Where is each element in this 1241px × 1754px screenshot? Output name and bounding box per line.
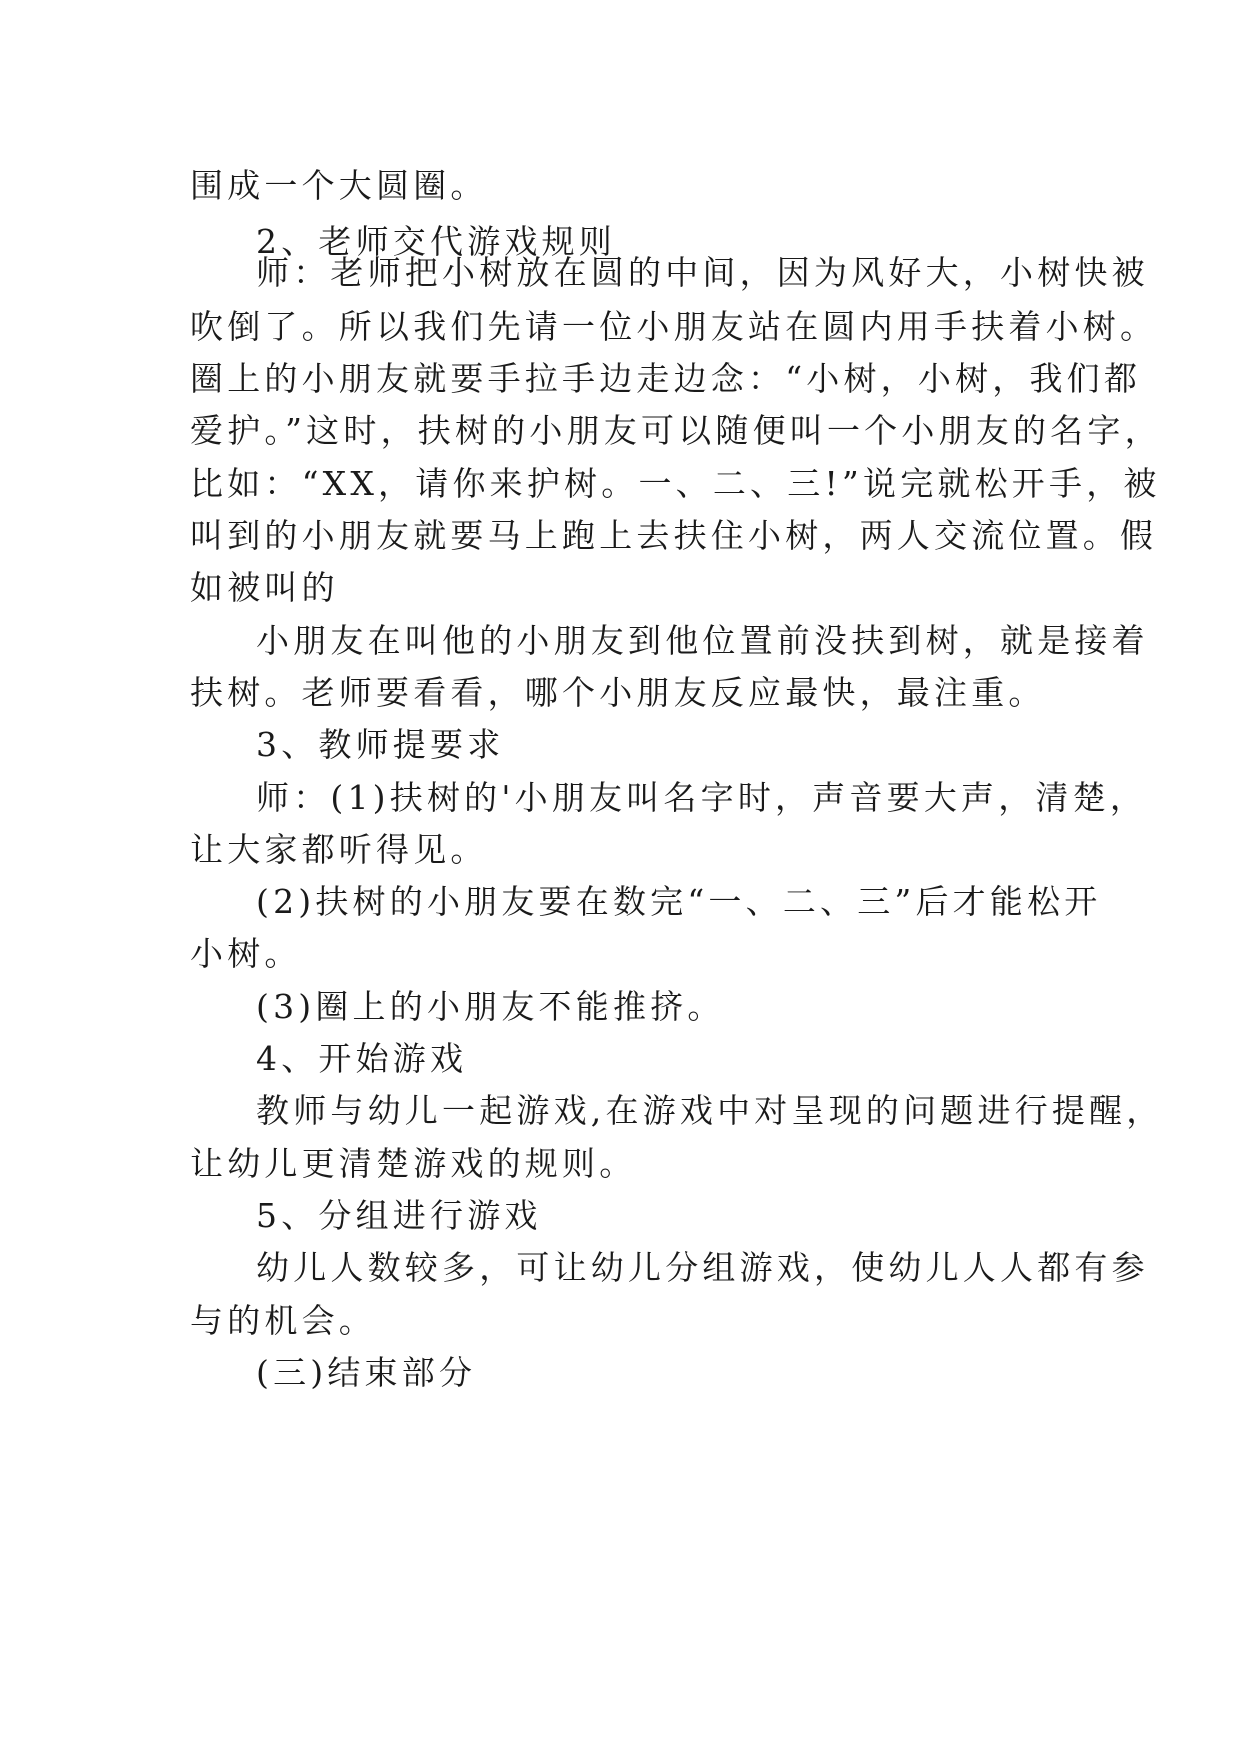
text-line: 扶树。老师要看看，哪个小朋友反应最快，最注重。 [190, 673, 1046, 712]
text-line: 比如：“XX，请你来护树。一、二、三!”说完就松开手，被 [190, 464, 1161, 503]
section-heading: 2、老师交代游戏规则 [256, 222, 616, 261]
text-line: 小朋友在叫他的小朋友到他位置前没扶到树，就是接着 [256, 621, 1149, 660]
text-line: (2)扶树的小朋友要在数完“一、二、三”后才能松开 [256, 882, 1102, 921]
text-line: 幼儿人数较多，可让幼儿分组游戏，使幼儿人人都有参 [256, 1248, 1149, 1287]
text-line: 与的机会。 [190, 1301, 376, 1340]
section-heading: 5、分组进行游戏 [256, 1196, 542, 1235]
text-line: 吹倒了。所以我们先请一位小朋友站在圆内用手扶着小树。 [190, 307, 1158, 346]
section-heading: 4、开始游戏 [256, 1039, 468, 1078]
text-line: 教师与幼儿一起游戏,在游戏中对呈现的问题进行提醒， [256, 1091, 1164, 1130]
text-line: 围成一个大圆圈。 [190, 166, 488, 205]
section-heading: 3、教师提要求 [256, 725, 505, 764]
text-line: 爱护。”这时，扶树的小朋友可以随便叫一个小朋友的名字， [190, 411, 1162, 450]
text-line: 让大家都听得见。 [190, 830, 488, 869]
text-line: 让幼儿更清楚游戏的规则。 [190, 1144, 637, 1183]
text-line: 师：(1)扶树的'小朋友叫名字时，声音要大声，清楚， [256, 778, 1148, 817]
section-heading: (三)结束部分 [256, 1353, 477, 1392]
text-line: (3)圈上的小朋友不能推挤。 [256, 987, 725, 1026]
text-line: 师：老师把小树放在圆的中间，因为风好大，小树快被 [256, 253, 1149, 292]
text-line: 圈上的小朋友就要手拉手边走边念：“小树，小树，我们都 [190, 359, 1142, 398]
text-line: 小树。 [190, 934, 302, 973]
text-line: 叫到的小朋友就要马上跑上去扶住小树，两人交流位置。假 [190, 516, 1158, 555]
text-line: 如被叫的 [190, 568, 339, 607]
